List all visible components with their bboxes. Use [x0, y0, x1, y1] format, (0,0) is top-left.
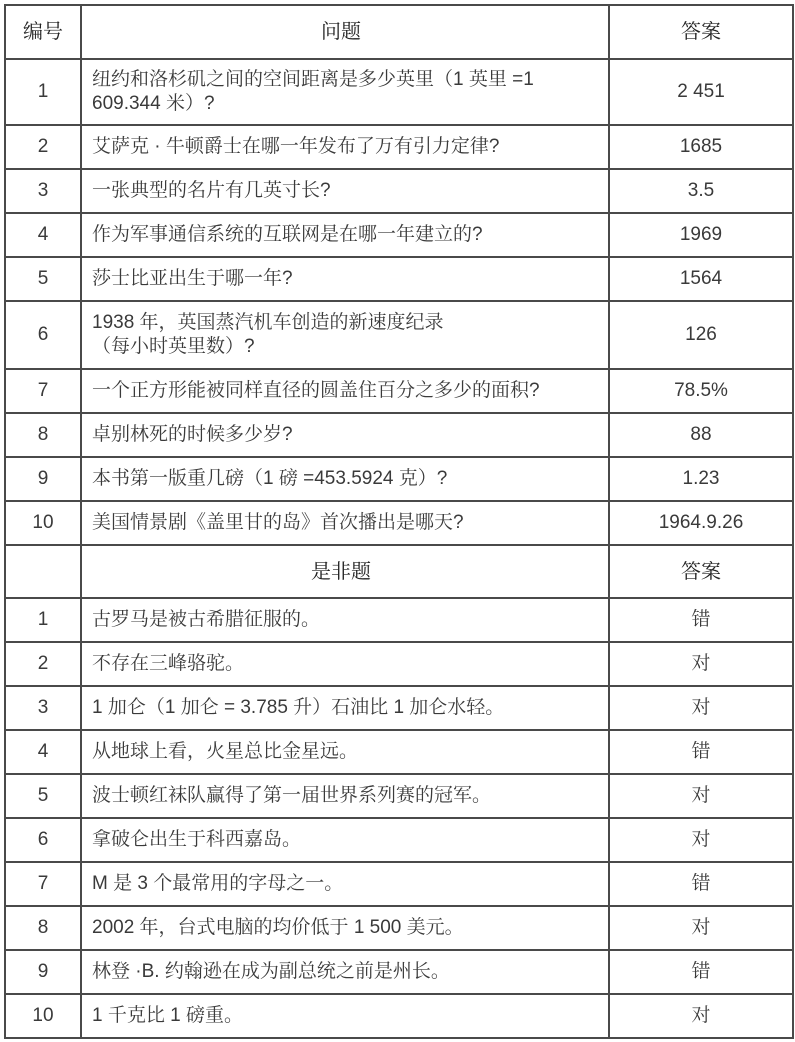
- answer-text: 错: [609, 598, 793, 642]
- question-text: 一个正方形能被同样直径的圆盖住百分之多少的面积?: [81, 369, 609, 413]
- true-false-row: [5, 642, 793, 686]
- question-text: 一张典型的名片有几英寸长?: [81, 169, 609, 213]
- answer-text: 对: [609, 686, 793, 730]
- row-number: 6: [5, 818, 81, 862]
- question-row: [5, 59, 793, 125]
- true-false-row: [5, 598, 793, 642]
- question-text-line2: 609.344 米）?: [92, 93, 215, 114]
- row-number: 8: [5, 906, 81, 950]
- question-row: [5, 125, 793, 169]
- true-false-row: [5, 950, 793, 994]
- question-row: [5, 257, 793, 301]
- row-number: 1: [5, 59, 81, 125]
- true-false-row: [5, 862, 793, 906]
- true-false-row: [5, 686, 793, 730]
- statement-text: 波士顿红袜队赢得了第一届世界系列赛的冠军。: [81, 774, 609, 818]
- statement-text: 不存在三峰骆驼。: [81, 642, 609, 686]
- statement-text: 1 加仑（1 加仑 = 3.785 升）石油比 1 加仑水轻。: [81, 686, 609, 730]
- statement-text: M 是 3 个最常用的字母之一。: [81, 862, 609, 906]
- question-text: 艾萨克 · 牛顿爵士在哪一年发布了万有引力定律?: [81, 125, 609, 169]
- question-row: [5, 169, 793, 213]
- answer-text: 错: [609, 730, 793, 774]
- statement-text: 从地球上看，火星总比金星远。: [81, 730, 609, 774]
- true-false-row: [5, 994, 793, 1038]
- answer-text: 78.5%: [609, 369, 793, 413]
- header-answer: 答案: [609, 545, 793, 598]
- row-number: 9: [5, 457, 81, 501]
- row-number: 4: [5, 730, 81, 774]
- question-text: 本书第一版重几磅（1 磅 =453.5924 克）?: [81, 457, 609, 501]
- statement-text: 2002 年，台式电脑的均价低于 1 500 美元。: [81, 906, 609, 950]
- answer-text: 错: [609, 950, 793, 994]
- answer-text: 对: [609, 906, 793, 950]
- row-number: 10: [5, 994, 81, 1038]
- row-number: 4: [5, 213, 81, 257]
- true-false-row: [5, 818, 793, 862]
- header-true-false: 是非题: [81, 545, 609, 598]
- question-row: [5, 501, 793, 545]
- row-number: 6: [5, 301, 81, 369]
- answer-text: 1.23: [609, 457, 793, 501]
- row-number: 10: [5, 501, 81, 545]
- question-text: 莎士比亚出生于哪一年?: [81, 257, 609, 301]
- quiz-table: [4, 4, 794, 1039]
- row-number: 5: [5, 257, 81, 301]
- answer-text: 2 451: [609, 59, 793, 125]
- answer-text: 1685: [609, 125, 793, 169]
- true-false-header-row: [5, 545, 793, 598]
- header-question: 问题: [81, 5, 609, 59]
- answer-text: 1964.9.26: [609, 501, 793, 545]
- row-number: 5: [5, 774, 81, 818]
- questions-header-row: [5, 5, 793, 59]
- question-text-line1: 1938 年，英国蒸汽机车创造的新速度纪录: [92, 312, 444, 333]
- header-answer: 答案: [609, 5, 793, 59]
- question-text-line1: 纽约和洛杉矶之间的空间距离是多少英里（1 英里 =1: [92, 69, 534, 90]
- question-text-line2: （每小时英里数）?: [92, 336, 255, 357]
- answer-text: 3.5: [609, 169, 793, 213]
- row-number: 2: [5, 642, 81, 686]
- true-false-row: [5, 774, 793, 818]
- statement-text: 林登 ·B. 约翰逊在成为副总统之前是州长。: [81, 950, 609, 994]
- header-number-empty: [5, 545, 81, 598]
- question-row: [5, 213, 793, 257]
- row-number: 9: [5, 950, 81, 994]
- answer-text: 对: [609, 818, 793, 862]
- answer-text: 1969: [609, 213, 793, 257]
- question-row: [5, 369, 793, 413]
- row-number: 7: [5, 862, 81, 906]
- question-row: [5, 457, 793, 501]
- row-number: 8: [5, 413, 81, 457]
- question-text: 美国情景剧《盖里甘的岛》首次播出是哪天?: [81, 501, 609, 545]
- statement-text: 1 千克比 1 磅重。: [81, 994, 609, 1038]
- row-number: 2: [5, 125, 81, 169]
- answer-text: 88: [609, 413, 793, 457]
- question-text: 作为军事通信系统的互联网是在哪一年建立的?: [81, 213, 609, 257]
- answer-text: 126: [609, 301, 793, 369]
- answer-text: 对: [609, 994, 793, 1038]
- true-false-row: [5, 906, 793, 950]
- question-text: 卓别林死的时候多少岁?: [81, 413, 609, 457]
- statement-text: 拿破仑出生于科西嘉岛。: [81, 818, 609, 862]
- row-number: 7: [5, 369, 81, 413]
- row-number: 3: [5, 169, 81, 213]
- answer-text: 1564: [609, 257, 793, 301]
- row-number: 3: [5, 686, 81, 730]
- answer-text: 错: [609, 862, 793, 906]
- question-row: [5, 413, 793, 457]
- row-number: 1: [5, 598, 81, 642]
- question-text: [81, 59, 609, 125]
- true-false-row: [5, 730, 793, 774]
- question-text: [81, 301, 609, 369]
- question-row: [5, 301, 793, 369]
- answer-text: 对: [609, 774, 793, 818]
- statement-text: 古罗马是被古希腊征服的。: [81, 598, 609, 642]
- answer-text: 对: [609, 642, 793, 686]
- header-number: 编号: [5, 5, 81, 59]
